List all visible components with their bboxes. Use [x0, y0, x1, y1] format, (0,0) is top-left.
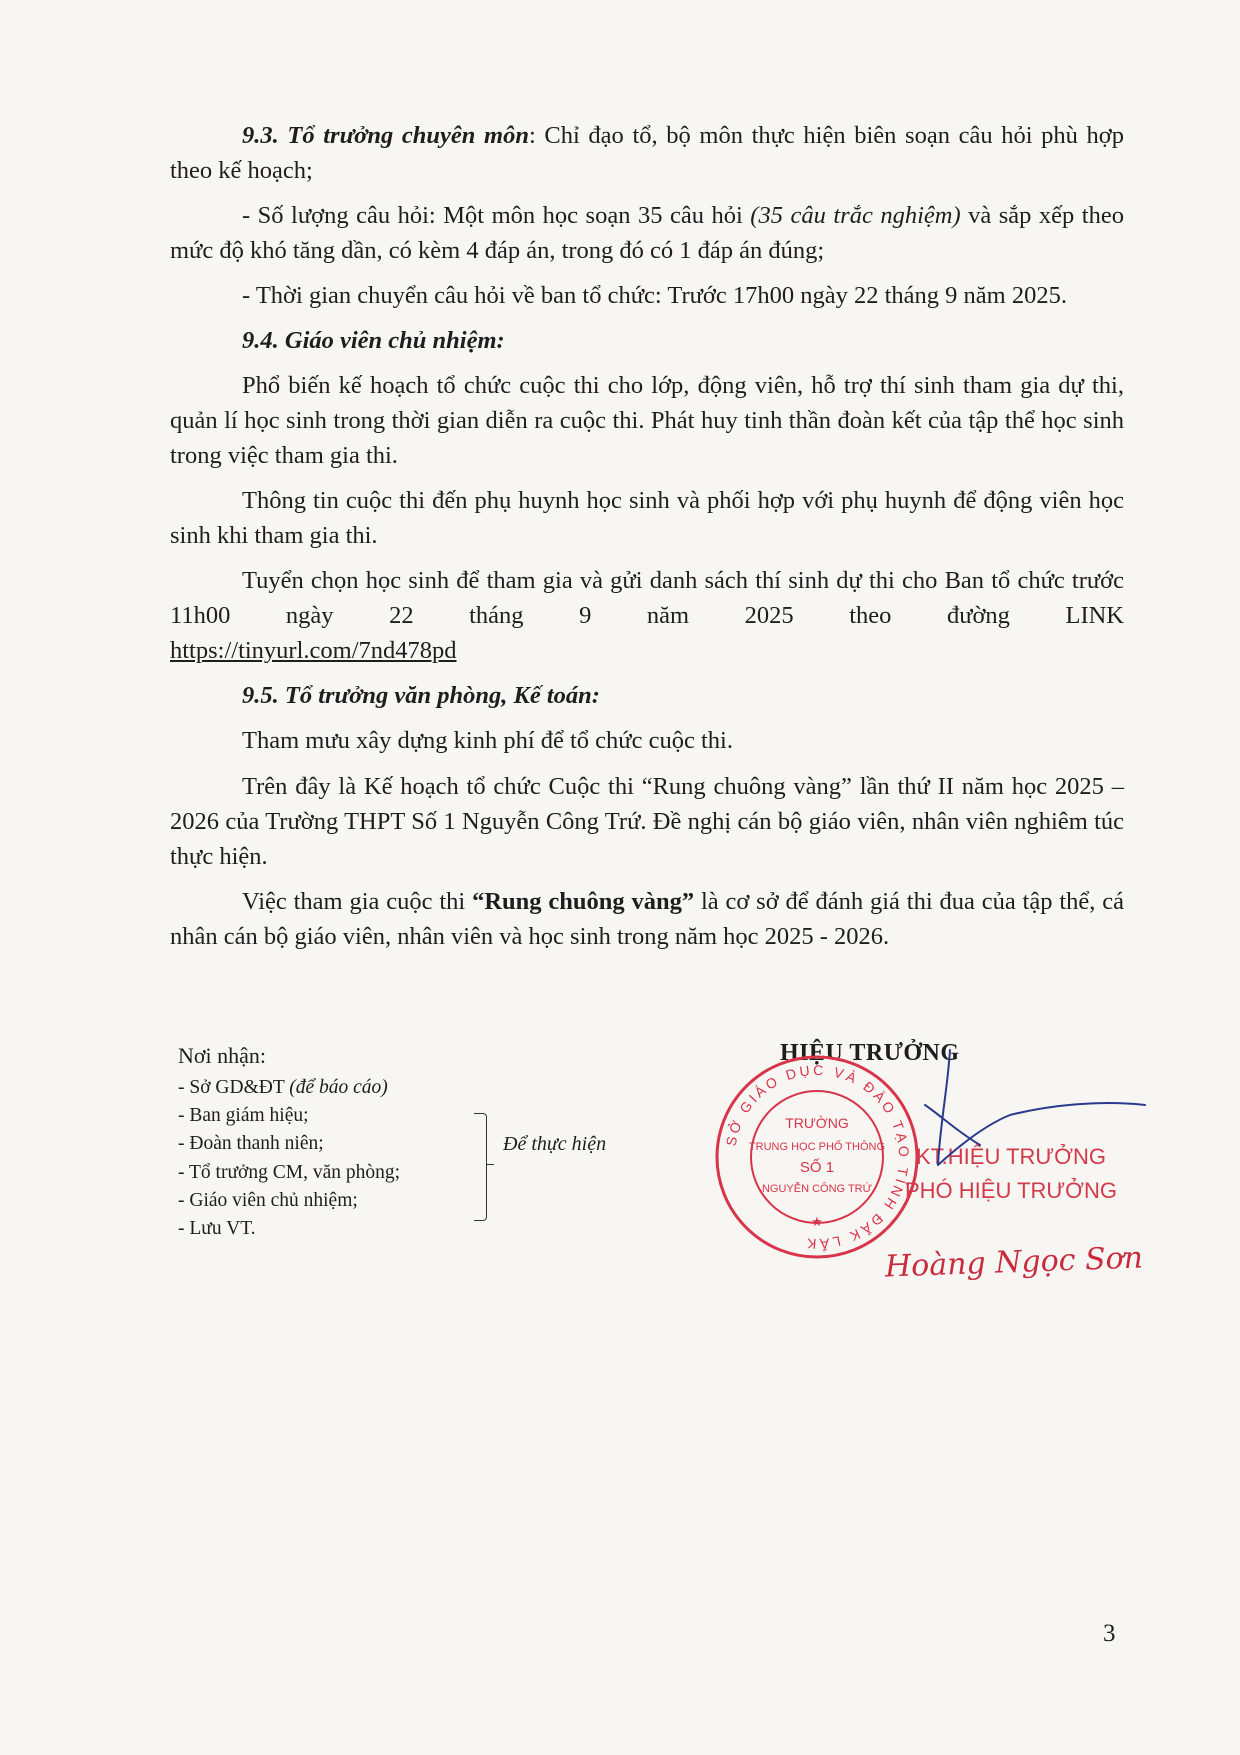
- question-count-note: (35 câu trắc nghiệm): [750, 202, 961, 230]
- recipients-purpose: Để thực hiện: [503, 1133, 607, 1155]
- registration-link[interactable]: https://tinyurl.com/7nd478pd: [170, 637, 457, 665]
- signature-title: HIỆU TRƯỞNG: [780, 1040, 960, 1066]
- section-9-4-heading: 9.4. Giáo viên chủ nhiệm:: [242, 327, 505, 355]
- question-deadline: - Thời gian chuyển câu hỏi về ban tổ chức: Trước 17h00 ngày 22 tháng 9 năm 2025.: [242, 282, 1067, 310]
- stamp-line-3: SỐ 1: [799, 1159, 835, 1176]
- recipient-item: - Ban giám hiệu;: [178, 1105, 309, 1127]
- section-9-5-heading: 9.5. Tổ trưởng văn phòng, Kế toán:: [242, 682, 600, 710]
- document-body: [170, 118, 1124, 964]
- recipients-title: Nơi nhận:: [178, 1043, 267, 1068]
- section-9-4-p1: Phổ biến kế hoạch tổ chức cuộc thi cho lớp, động viên, hỗ trợ thí sinh tham gia dự thi, quản lí học sinh trong thời gian diễn ra cuộc thi. Phát huy tinh thần đoàn kết của tập thể học sinh trong việc tham gia thi.: [170, 372, 1124, 470]
- page-number: 3: [1103, 1620, 1116, 1647]
- stamp-line-1: TRƯỜNG: [785, 1115, 849, 1131]
- question-count-rest: và sắp xếp theo mức độ khó tăng dần, có kèm 4 đáp án, trong đó có 1 đáp án đúng;: [170, 202, 1124, 265]
- question-count-text: - Số lượng câu hỏi: Một môn học soạn 35 câu hỏi: [242, 202, 751, 230]
- stamp-star-icon: ★: [811, 1214, 823, 1229]
- closing-p2-rest: là cơ sở để đánh giá thi đua của tập thể, cá nhân cán bộ giáo viên, nhân viên và học sinh trong năm học 2025 - 2026.: [170, 887, 1124, 950]
- deputy-line-1: KT.HIỆU TRƯỞNG: [916, 1144, 1107, 1169]
- section-9-4-p2: Thông tin cuộc thi đến phụ huynh học sinh và phối hợp với phụ huynh để động viên học sinh khi tham gia thi.: [170, 487, 1124, 550]
- recipient-item: - Giáo viên chủ nhiệm;: [178, 1189, 358, 1211]
- handwritten-signature: [890, 1045, 1150, 1195]
- closing-p1: Trên đây là Kế hoạch tổ chức Cuộc thi “Rung chuông vàng” lần thứ II năm học 2025 – 2026 của Trường THPT Số 1 Nguyễn Công Trứ. Đề nghị cán bộ giáo viên, nhân viên nghiêm túc thực hiện.: [170, 772, 1124, 870]
- section-9-4-p3: [170, 563, 1124, 668]
- section-9-3-intro: [170, 118, 1124, 188]
- section-9-4-p3-text: Tuyển chọn học sinh để tham gia và gửi danh sách thí sinh dự thi cho Ban tổ chức trước 11h00 ngày 22 tháng 9 năm 2025 theo đường LINK: [170, 567, 1124, 630]
- recipient-item-note: (để báo cáo): [289, 1076, 388, 1098]
- stamp-ring-text: SỞ GIÁO DỤC VÀ ĐÀO TẠO TỈNH ĐẮK LẮK: [722, 1061, 913, 1253]
- recipient-item: [178, 1074, 638, 1102]
- contest-name: “Rung chuông vàng”: [472, 887, 695, 915]
- section-9-3-intro-text: : Chỉ đạo tổ, bộ môn thực hiện biên soạn câu hỏi phù hợp theo kế hoạch;: [170, 122, 1124, 185]
- closing-p2-text: Việc tham gia cuộc thi: [242, 887, 473, 915]
- signer-name: Hoàng Ngọc Sơn: [884, 1240, 1144, 1285]
- brace-tip: [486, 1164, 494, 1165]
- recipients-block: [178, 1040, 638, 1243]
- recipient-item: - Tổ trưởng CM, văn phòng;: [178, 1161, 401, 1183]
- recipient-item: - Đoàn thanh niên;: [178, 1133, 324, 1155]
- section-9-3-heading: 9.3. Tổ trưởng chuyên môn: [242, 122, 529, 149]
- question-count: [170, 198, 1124, 268]
- stamp-line-4: NGUYỄN CÔNG TRỨ: [761, 1183, 873, 1195]
- section-9-5-p1: Tham mưu xây dựng kinh phí để tổ chức cuộc thi.: [242, 727, 733, 755]
- recipient-item-text: - Sở GD&ĐT: [178, 1076, 290, 1098]
- stamp-line-2: TRUNG HỌC PHỔ THÔNG: [748, 1141, 886, 1153]
- recipient-item: - Lưu VT.: [178, 1218, 256, 1240]
- closing-p2: [170, 884, 1124, 954]
- brace: [474, 1113, 487, 1221]
- deputy-line-2: PHÓ HIỆU TRƯỞNG: [905, 1178, 1118, 1204]
